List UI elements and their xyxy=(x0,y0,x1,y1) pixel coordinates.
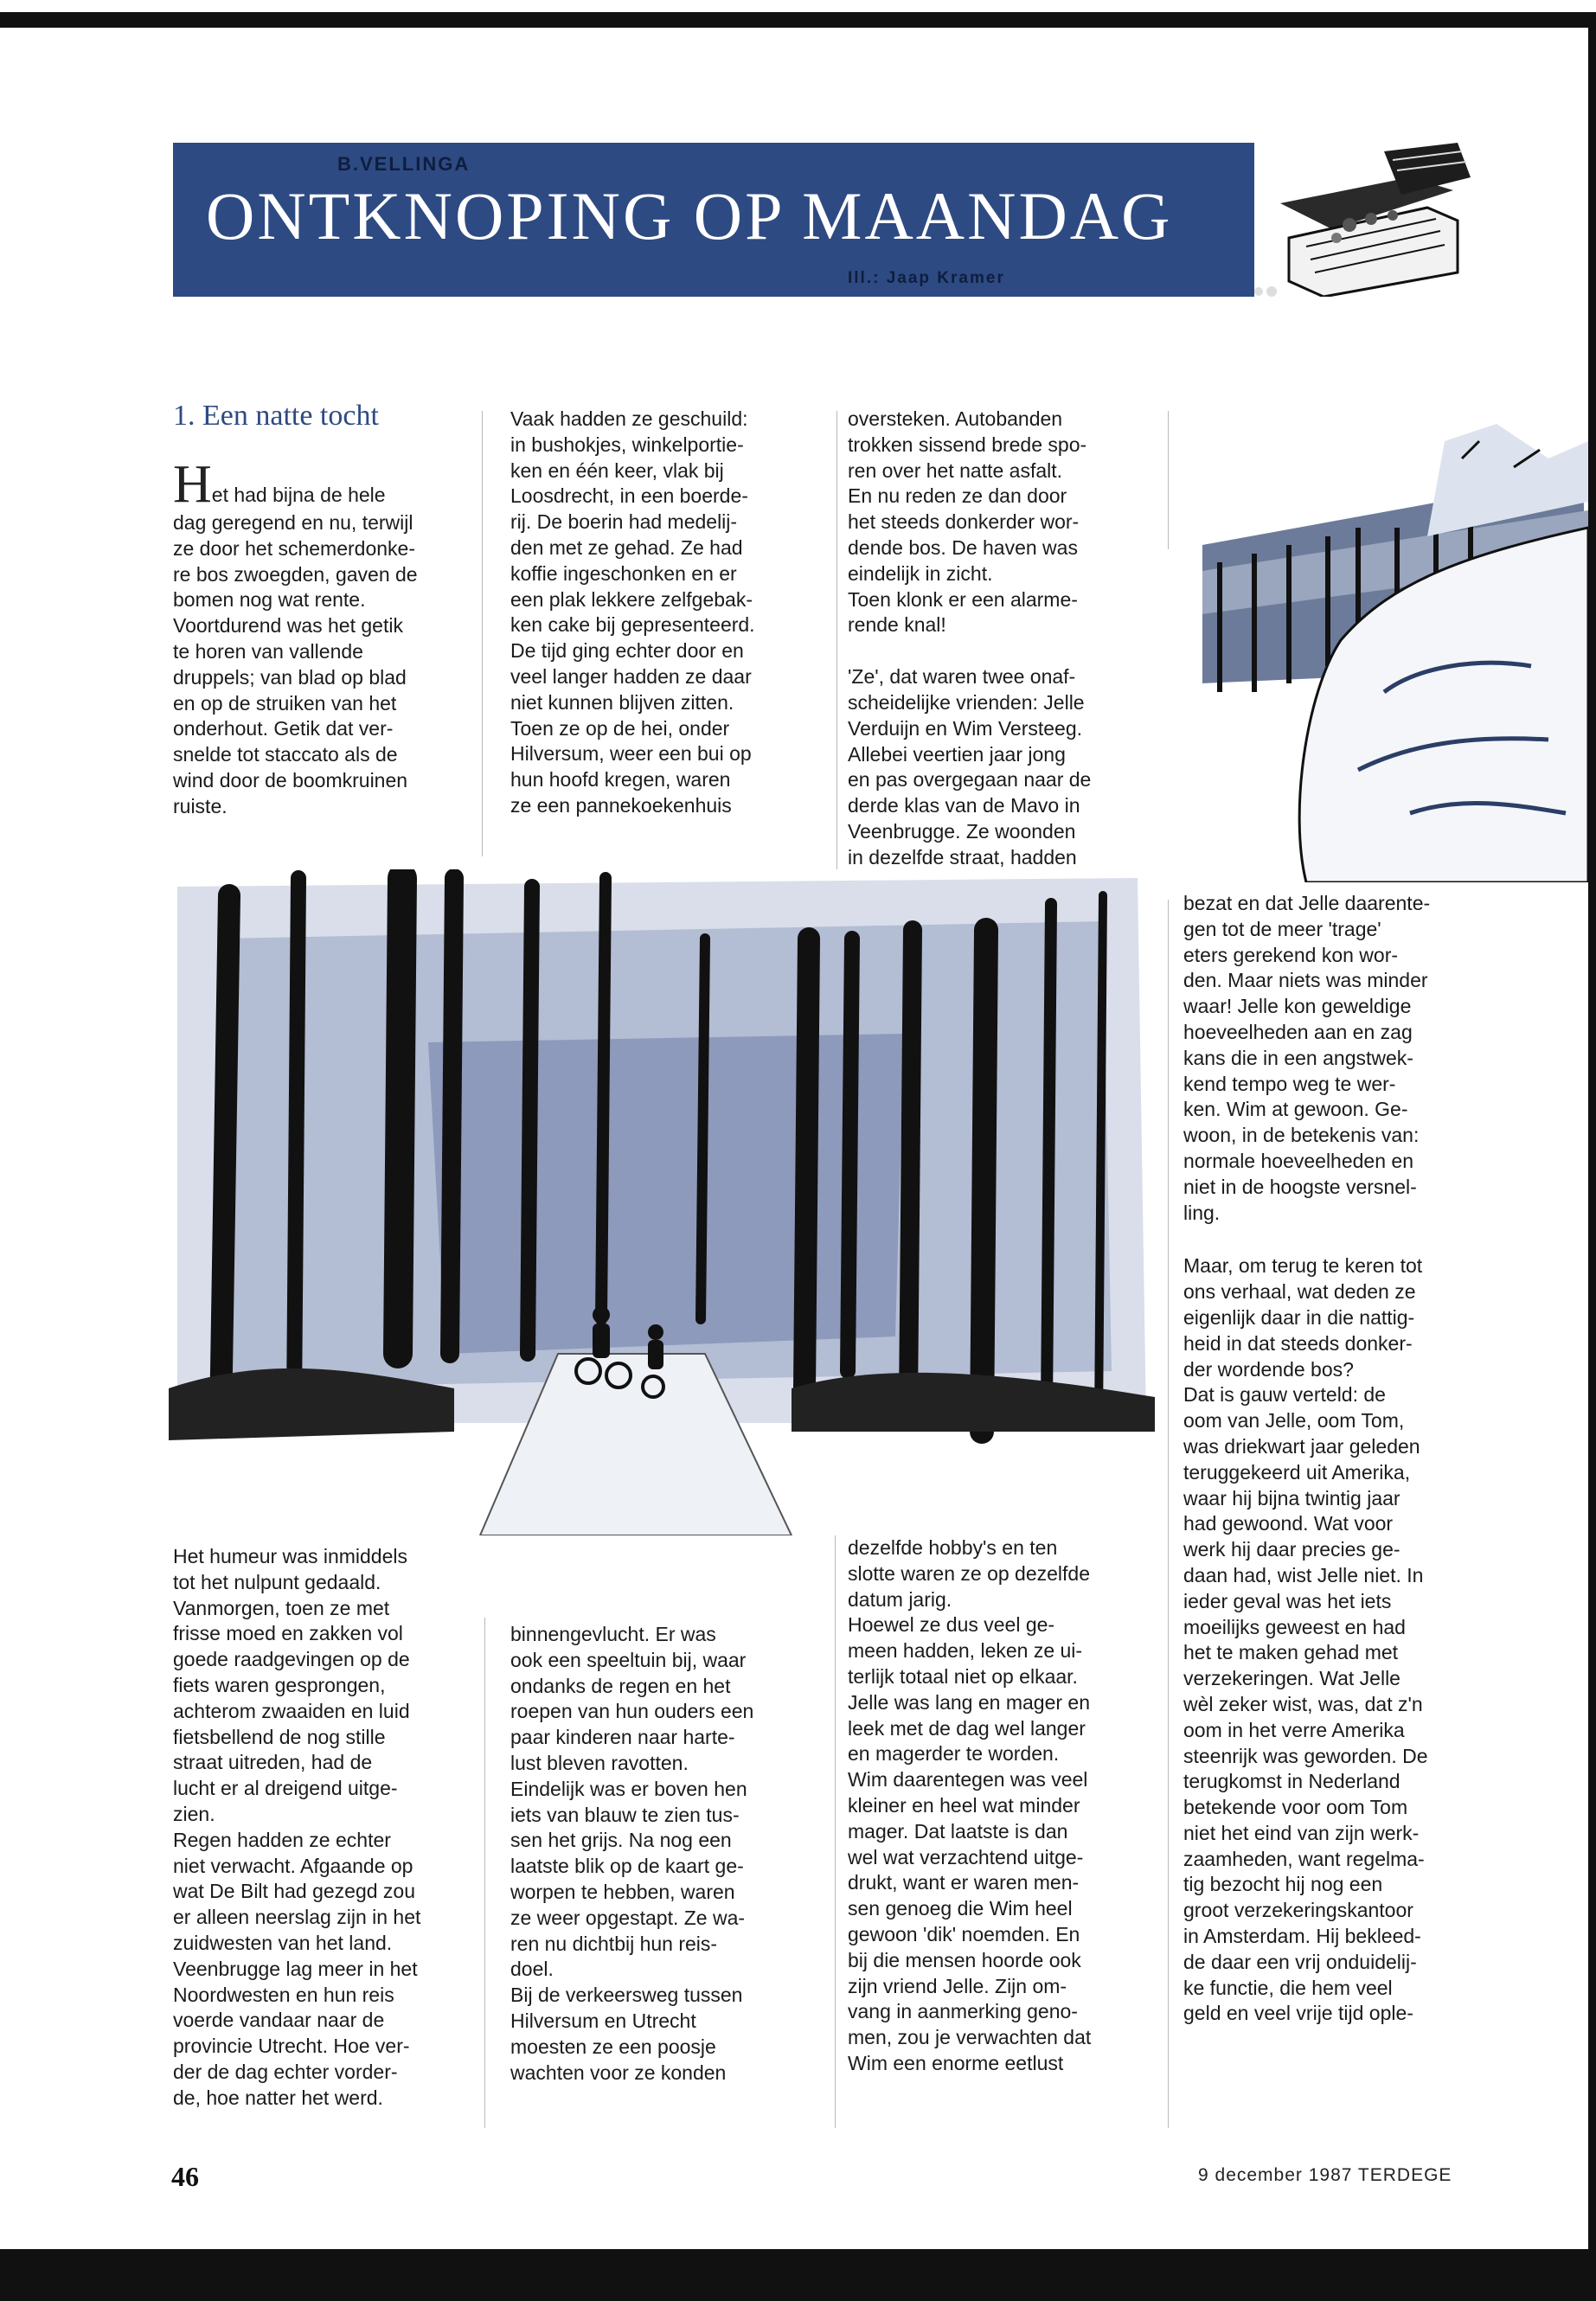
column-rule xyxy=(484,1618,485,2128)
snowy-forest-illustration xyxy=(1185,407,1588,882)
body-text: Het humeur was inmiddels tot het nulpunt gedaald. Vanmorgen, toen ze met frisse moed en zakken vol goede raadgevingen op de fiets waren gesprongen, achterom zwaaiden en luid fietsbellend de nog stille straat uitreden, had de lucht er al dreigend uitge- zien. Regen hadden ze echter niet verwacht. Afgaande op wat De Bilt had gezegd zou er alleen neerslag zijn in het zuidwesten van het land. Veenbrugge lag meer in het Noordwesten en hun reis voerde vandaar naar de provincie Utrecht. Hoe ver- der de dag echter vorder- de, hoe natter het werd. xyxy=(173,1545,421,2109)
column-rule xyxy=(1168,411,1169,549)
illustrator-credit: Ill.: Jaap Kramer xyxy=(848,269,1005,287)
body-text: 'Ze', dat waren twee onaf- scheidelijke vrienden: Jelle Verduijn en Wim Versteeg. Allebei veertien jaar jong en pas overgegaan naar de derde klas van de Mavo in Veenbrugge. Ze woonden in dezelfde straat, hadden xyxy=(848,665,1092,868)
issue-date: 9 december 1987 TERDEGE xyxy=(1198,2165,1452,2185)
text-column-1-top xyxy=(173,455,476,820)
article-title: ONTKNOPING OP MAANDAG xyxy=(206,178,1173,253)
column-rule xyxy=(836,411,837,908)
text-column-1-bottom xyxy=(173,1544,476,2112)
chapter-heading: 1. Een natte tocht xyxy=(173,400,379,432)
right-border xyxy=(1588,12,1596,2279)
bottom-border xyxy=(0,2249,1596,2301)
title-banner xyxy=(173,143,1479,297)
body-text: dezelfde hobby's en ten slotte waren ze op dezelfde datum jarig. Hoewel ze dus veel ge- meen hadden, leken ze ui- terlijk totaal niet op elkaar. Jelle was lang en mager en leek met de dag wel langer en magerder te worden. Wim daarentegen was veel kleiner en heel wat minder mager. Dat laatste is dan wel wat verzachtend uitge- drukt, want er waren men- sen genoeg die Wim heel gewoon 'dik' noemden. En bij die mensen hoorde ook zijn vriend Jelle. Zijn om- vang in aanmerking geno- men, zou je verwachten dat Wim een enorme eetlust xyxy=(848,1536,1092,2074)
text-column-3-bottom xyxy=(848,1535,1159,2077)
top-border xyxy=(0,12,1596,28)
body-text: binnengevlucht. Er was ook een speeltuin bij, waar ondanks de regen en het roepen van hun ouders een paar kinderen naar harte- lust bleven ravotten. Eindelijk was er boven hen iets van blauw te zien tus- sen het grijs. Na nog een laatste blik op de kaart ge- worpen te hebben, waren ze weer opgestapt. Ze wa- ren nu dichtbij hun reis- doel. Bij de verkeersweg tussen Hilversum en Utrecht moesten ze een poosje wachten voor ze konden xyxy=(510,1623,754,2084)
body-text: Maar, om terug te keren tot ons verhaal, wat deden ze eigenlijk daar in die nattig- heid in dat steeds donker- der wordende bos? Dat is gauw verteld: de oom van Jelle, oom Tom, was driekwart jaar geleden teruggekeerd uit Amerika, waar hij bijna twintig jaar had gewoond. Wat voor werk hij daar precies ge- daan had, wist Jelle niet. In ieder geval was het iets moeilijks geweest en had het te maken gehad met verzekeringen. Wat Jelle wèl zeker wist, was, dat z'n oom in het verre Amerika steenrijk was geworden. De terugkomst in Nederland betekende voor oom Tom niet het eind van zijn werk- zaamheden, want regelma- tig bezocht hij nog een groot verzekeringskantoor in Amsterdam. Hij bekleed- de daar een vrij onduidelij- ke functie, die hem veel geld en veel vrije tijd ople- xyxy=(1183,1254,1428,2025)
column-rule xyxy=(835,1531,836,2128)
body-text: et had bijna de hele dag geregend en nu, terwijl ze door het schemerdonke- re bos zwoegden, gaven de bomen nog wat rente. Voortdurend was het getik te horen van vallende druppels; van blad op blad en op de struiken van het onderhout. Getik dat ver- snelde tot staccato als de wind door de boomkruinen ruiste. xyxy=(173,484,418,817)
column-rule xyxy=(1168,900,1169,2128)
author-name: B.VELLINGA xyxy=(337,153,471,175)
body-text: Vaak hadden ze geschuild: in bushokjes, winkelportie- ken en één keer, vlak bij Loosdrecht, in een boerde- rij. De boerin had medelij- den met ze gehad. Ze had koffie ingeschonken en er een plak lekkere zelfgebak- ken cake bij gepresenteerd. De tijd ging echter door en veel langer hadden ze daar niet kunnen blijven zitten. Toen ze op de hei, onder Hilversum, weer een bui op hun hoofd kregen, waren ze een pannekoekenhuis xyxy=(510,407,755,817)
body-text: bezat en dat Jelle daarente- gen tot de meer 'trage' eters gerekend kon wor- den. Maar niets was minder waar! Jelle kon geweldige hoeveelheden aan en zag kans die in een angstwek- kend tempo weg te wer- ken. Wim at gewoon. Ge- woon, in de betekenis van: normale hoeveelheden en niet in de hoogste versnel- ling. xyxy=(1183,892,1431,1224)
page-number: 46 xyxy=(171,2161,199,2192)
text-column-4 xyxy=(1183,891,1495,2027)
drop-cap: H xyxy=(173,455,212,514)
forest-cyclists-illustration xyxy=(169,869,1155,1535)
text-column-2-top xyxy=(510,407,830,819)
column-rule xyxy=(482,411,483,856)
treasure-chest-illustration xyxy=(1254,143,1479,297)
body-text: oversteken. Autobanden trokken sissend brede spo- ren over het natte asfalt. En nu reden ze dan door het steeds donkerder wor- dende bos. De haven was eindelijk in zicht. Toen klonk er een alarme- rende knal! xyxy=(848,407,1087,637)
text-column-2-bottom xyxy=(510,1622,830,2086)
text-column-3-top xyxy=(848,407,1159,871)
